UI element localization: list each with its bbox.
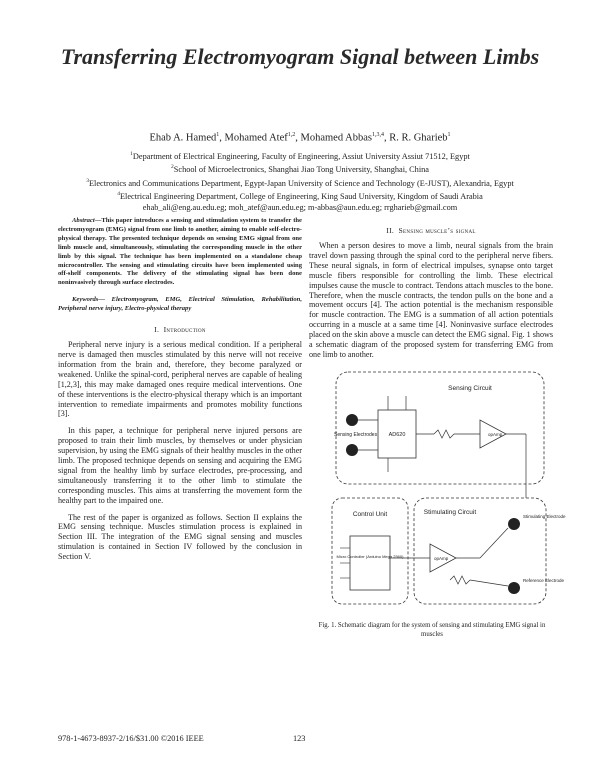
- paragraph: In this paper, a technique for peripheral nerve injured persons are proposed to train their limb muscles, by themselves or under physician supervision, by using the EMG signals of their healthy muscles in the other limb. The proposed technique depends on sensing and acquiring the EMG signal from the healthy limb by surface electrodes, pre-processing, and simultaneously transferring it to the other limb to stimulate the corresponding muscles. This aims at transferring the movement form the healthy part to the impaired one.: [58, 426, 302, 505]
- affil-sup: 3: [86, 177, 89, 184]
- author-sup: 1,3,4: [371, 132, 384, 138]
- figure-caption: Fig. 1. Schematic diagram for the system of sensing and stimulating EMG signal in muscles: [318, 622, 546, 638]
- paragraph: When a person desires to move a limb, neural signals from the brain travel down passing through the spinal cord to the peripheral nerve fibers. These neural signals, in form of electrical impulses, synapse onto target muscle fibers responsible for controlling the limb. These electrical impulses cause the muscle to contract. Tendons attach muscles to the bone. Therefore, when the muscle contracts, the tendon pulls on the bone and a movement occurs [4]. The action potential is the mechanism responsible for muscle contraction. The EMG is a summation of all action potentials occurring in a muscle at a same time [4]. Noninvasive surface electrodes placed on the skin above a muscle can detect the EMG signal. Fig. 1 shows a schematic diagram of the proposed system for transferring EMG from one limb to another.: [309, 241, 553, 359]
- keywords-label: Keywords: [72, 296, 99, 304]
- affiliation: [60, 162, 540, 176]
- author-line: Ehab A. Hamed$^1$, Mohamed Atef$^{1,2}$, Mohamed Abbas$^{1,3,4}$, R. R. Gharieb$^1$: [149, 132, 451, 144]
- affiliation: [60, 149, 540, 163]
- page-number: 123: [293, 734, 306, 743]
- affil-text: Electrical Engineering Department, College of Engineering, King Saud University, Kingdom of Saudi Arabia: [119, 191, 483, 201]
- author-name: Ehab A. Hamed: [149, 132, 217, 144]
- reference-electrode: [508, 582, 520, 594]
- control-unit-label: Control Unit: [352, 511, 388, 518]
- abstract-label: Abstract: [72, 217, 95, 224]
- abstract-text: This paper introduces a sensing and stimulation system to transfer the electromyogram (EMG) signal from one limb to another, aiming to enable self-electro-physical therapy. The presented technique depends on sensing EMG signal from one limb muscle and, simultaneously, stimulating the corresponding muscle in the other limb by this signal. The technique has been implemented on a standalone cheap microcontroller. The sensing and stimulating circuits have been implemented using off-shelf components. The delivery of the stimulating signal has been done noninvasively through surface electrodes.: [58, 217, 302, 287]
- author-name: Mohamed Abbas: [300, 132, 372, 144]
- left-column: [58, 215, 302, 569]
- author-sup: 1,2: [287, 132, 296, 138]
- section-heading-sensing: [309, 226, 553, 235]
- amp-label: AD620: [388, 432, 406, 438]
- affiliation: [60, 189, 540, 203]
- author-emails: ehab_ali@eng.au.edu.eg; moh_atef@aun.edu.eg; m-abbas@aun.edu.eg; rrgharieb@gmail.com: [142, 202, 458, 212]
- stimulating-electrode-label: Stimulating Electrode: [523, 514, 566, 519]
- footer-isbn: 978-1-4673-8937-2/16/$31.00 ©2016 IEEE: [58, 734, 204, 743]
- author-sup: 1: [216, 132, 220, 138]
- affil-sup: 4: [117, 191, 120, 198]
- stimulating-circuit-label: Stimulating Circuit: [423, 509, 477, 516]
- section-heading-intro: [58, 325, 302, 334]
- figure-schematic: [330, 368, 566, 608]
- opamp-label-2: opAmp: [434, 556, 449, 561]
- sensing-electrode: [346, 414, 358, 426]
- affil-text: Department of Electrical Engineering, Faculty of Engineering, Assiut University Assiut 71512, Egypt: [132, 151, 470, 161]
- sensing-electrode: [346, 444, 358, 456]
- opamp-label: opAmp: [488, 432, 503, 437]
- sensing-electrodes-label: Sensing Electrodes: [334, 432, 378, 438]
- affil-text: Electronics and Communications Department, Egypt-Japan University of Science and Technology (E-JUST), Alexandria, Egypt: [88, 178, 514, 188]
- authors-block: [60, 128, 540, 214]
- reference-electrode-label: Reference Electrode: [523, 578, 565, 583]
- paper-title: Transferring Electromyogram Signal between Limbs: [60, 44, 540, 69]
- affil-text: School of Microelectronics, Shanghai Jiao Tong University, Shanghai, China: [173, 164, 429, 174]
- author-sup: 1: [447, 132, 451, 138]
- paragraph: Peripheral nerve injury is a serious medical condition. If a peripheral nerve is damaged then muscles stimulated by this nerve will not receive information from the brain and, therefore, they become paralyzed or weakened. Unlike the spinal-cord, peripheral nerves are capable of healing [1,2,3], this may make damaged ones require medical interventions. One of these interventions is the electro-physical therapy which is an important intervention to remediate impairments and promotes mobility functions [3].: [58, 340, 302, 419]
- right-column: [309, 215, 553, 367]
- stimulating-electrode: [508, 518, 520, 530]
- sensing-circuit-label: Sensing Circuit: [448, 385, 492, 392]
- mcu-chip: [350, 536, 390, 590]
- affiliation: [60, 176, 540, 190]
- author-name: R. R. Gharieb: [389, 132, 448, 144]
- section-number: I.: [154, 325, 160, 335]
- affil-sup: 1: [130, 150, 133, 157]
- paragraph: The rest of the paper is organized as follows. Section II explains the EMG sensing technique. Muscles stimulation process is explained in Section III. The integration of the EMG signal sensing and muscles stimulation is contained in Section IV followed by the conclusion in Section V.: [58, 512, 302, 562]
- section-number: II.: [386, 226, 395, 235]
- keywords-text: Electromyogram, EMG, Electrical Stimulation, Rehabilitation, Peripheral nerve injury, Electro-physical therapy: [58, 296, 302, 313]
- mcu-label: Micro Controller (Arduino Mega 2560): [336, 554, 404, 559]
- abstract: Abstract—This paper introduces a sensing and stimulation system to transfer the electromyogram (EMG) signal from one limb to another, aiming to enable self-electro-physical therapy. The presented technique depends on sensing EMG signal from one limb muscle and, simultaneously, stimulating the corresponding muscle in the other limb by this signal. The technique has been implemented on a standalone cheap microcontroller. The sensing and stimulating circuits have been implemented using off-shelf components. The delivery of the stimulating signal has been done noninvasively through surface electrodes.: [58, 217, 302, 287]
- author-name: Mohamed Atef: [224, 132, 288, 144]
- sensing-block: [336, 372, 544, 484]
- section-title: Introduction: [163, 325, 206, 335]
- section-title: Sensing muscle’s signal: [398, 226, 476, 235]
- keywords: Keywords— Electromyogram, EMG, Electrical Stimulation, Rehabilitation, Peripheral nerve injury, Electro-physical therapy: [58, 296, 302, 313]
- affil-sup: 2: [171, 164, 174, 171]
- schematic-diagram: [330, 368, 566, 608]
